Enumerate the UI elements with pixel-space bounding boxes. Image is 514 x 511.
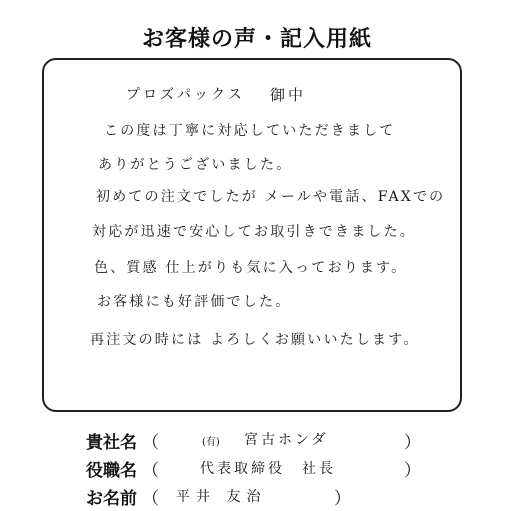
company-close-paren: ） bbox=[404, 433, 421, 453]
message-line: ありがとうございました。 bbox=[98, 157, 293, 173]
name-value: 平井 友治 bbox=[176, 489, 267, 505]
position-close-paren: ） bbox=[404, 461, 421, 481]
message-line: 初めての注文でしたが メールや電話、FAXでの bbox=[96, 189, 446, 205]
position-label: 役職名 bbox=[86, 461, 137, 481]
name-label: お名前 bbox=[86, 489, 137, 509]
company-label: 貴社名 bbox=[86, 433, 137, 453]
position-open-paren: （ bbox=[142, 461, 159, 481]
position-value: 代表取締役 社長 bbox=[200, 461, 336, 477]
message-line: お客様にも好評価でした。 bbox=[97, 294, 292, 310]
company-open-paren: （ bbox=[142, 433, 159, 453]
name-close-paren: ） bbox=[334, 489, 351, 509]
company-prefix: (有) bbox=[202, 437, 220, 448]
page-title: お客様の声・記入用紙 bbox=[141, 27, 372, 52]
message-line: 対応が迅速で安心してお取引きできました。 bbox=[92, 224, 416, 240]
message-line: 再注文の時には よろしくお願いいたします。 bbox=[90, 332, 420, 348]
addressee: プロズパックス bbox=[126, 87, 245, 103]
name-open-paren: （ bbox=[142, 489, 159, 509]
company-value: 宮古ホンダ bbox=[244, 432, 329, 448]
message-line: この度は丁寧に対応していただきまして bbox=[104, 123, 396, 139]
addressee-honorific: 御中 bbox=[270, 86, 307, 104]
message-line: 色、質感 仕上がりも気に入っております。 bbox=[94, 260, 408, 276]
